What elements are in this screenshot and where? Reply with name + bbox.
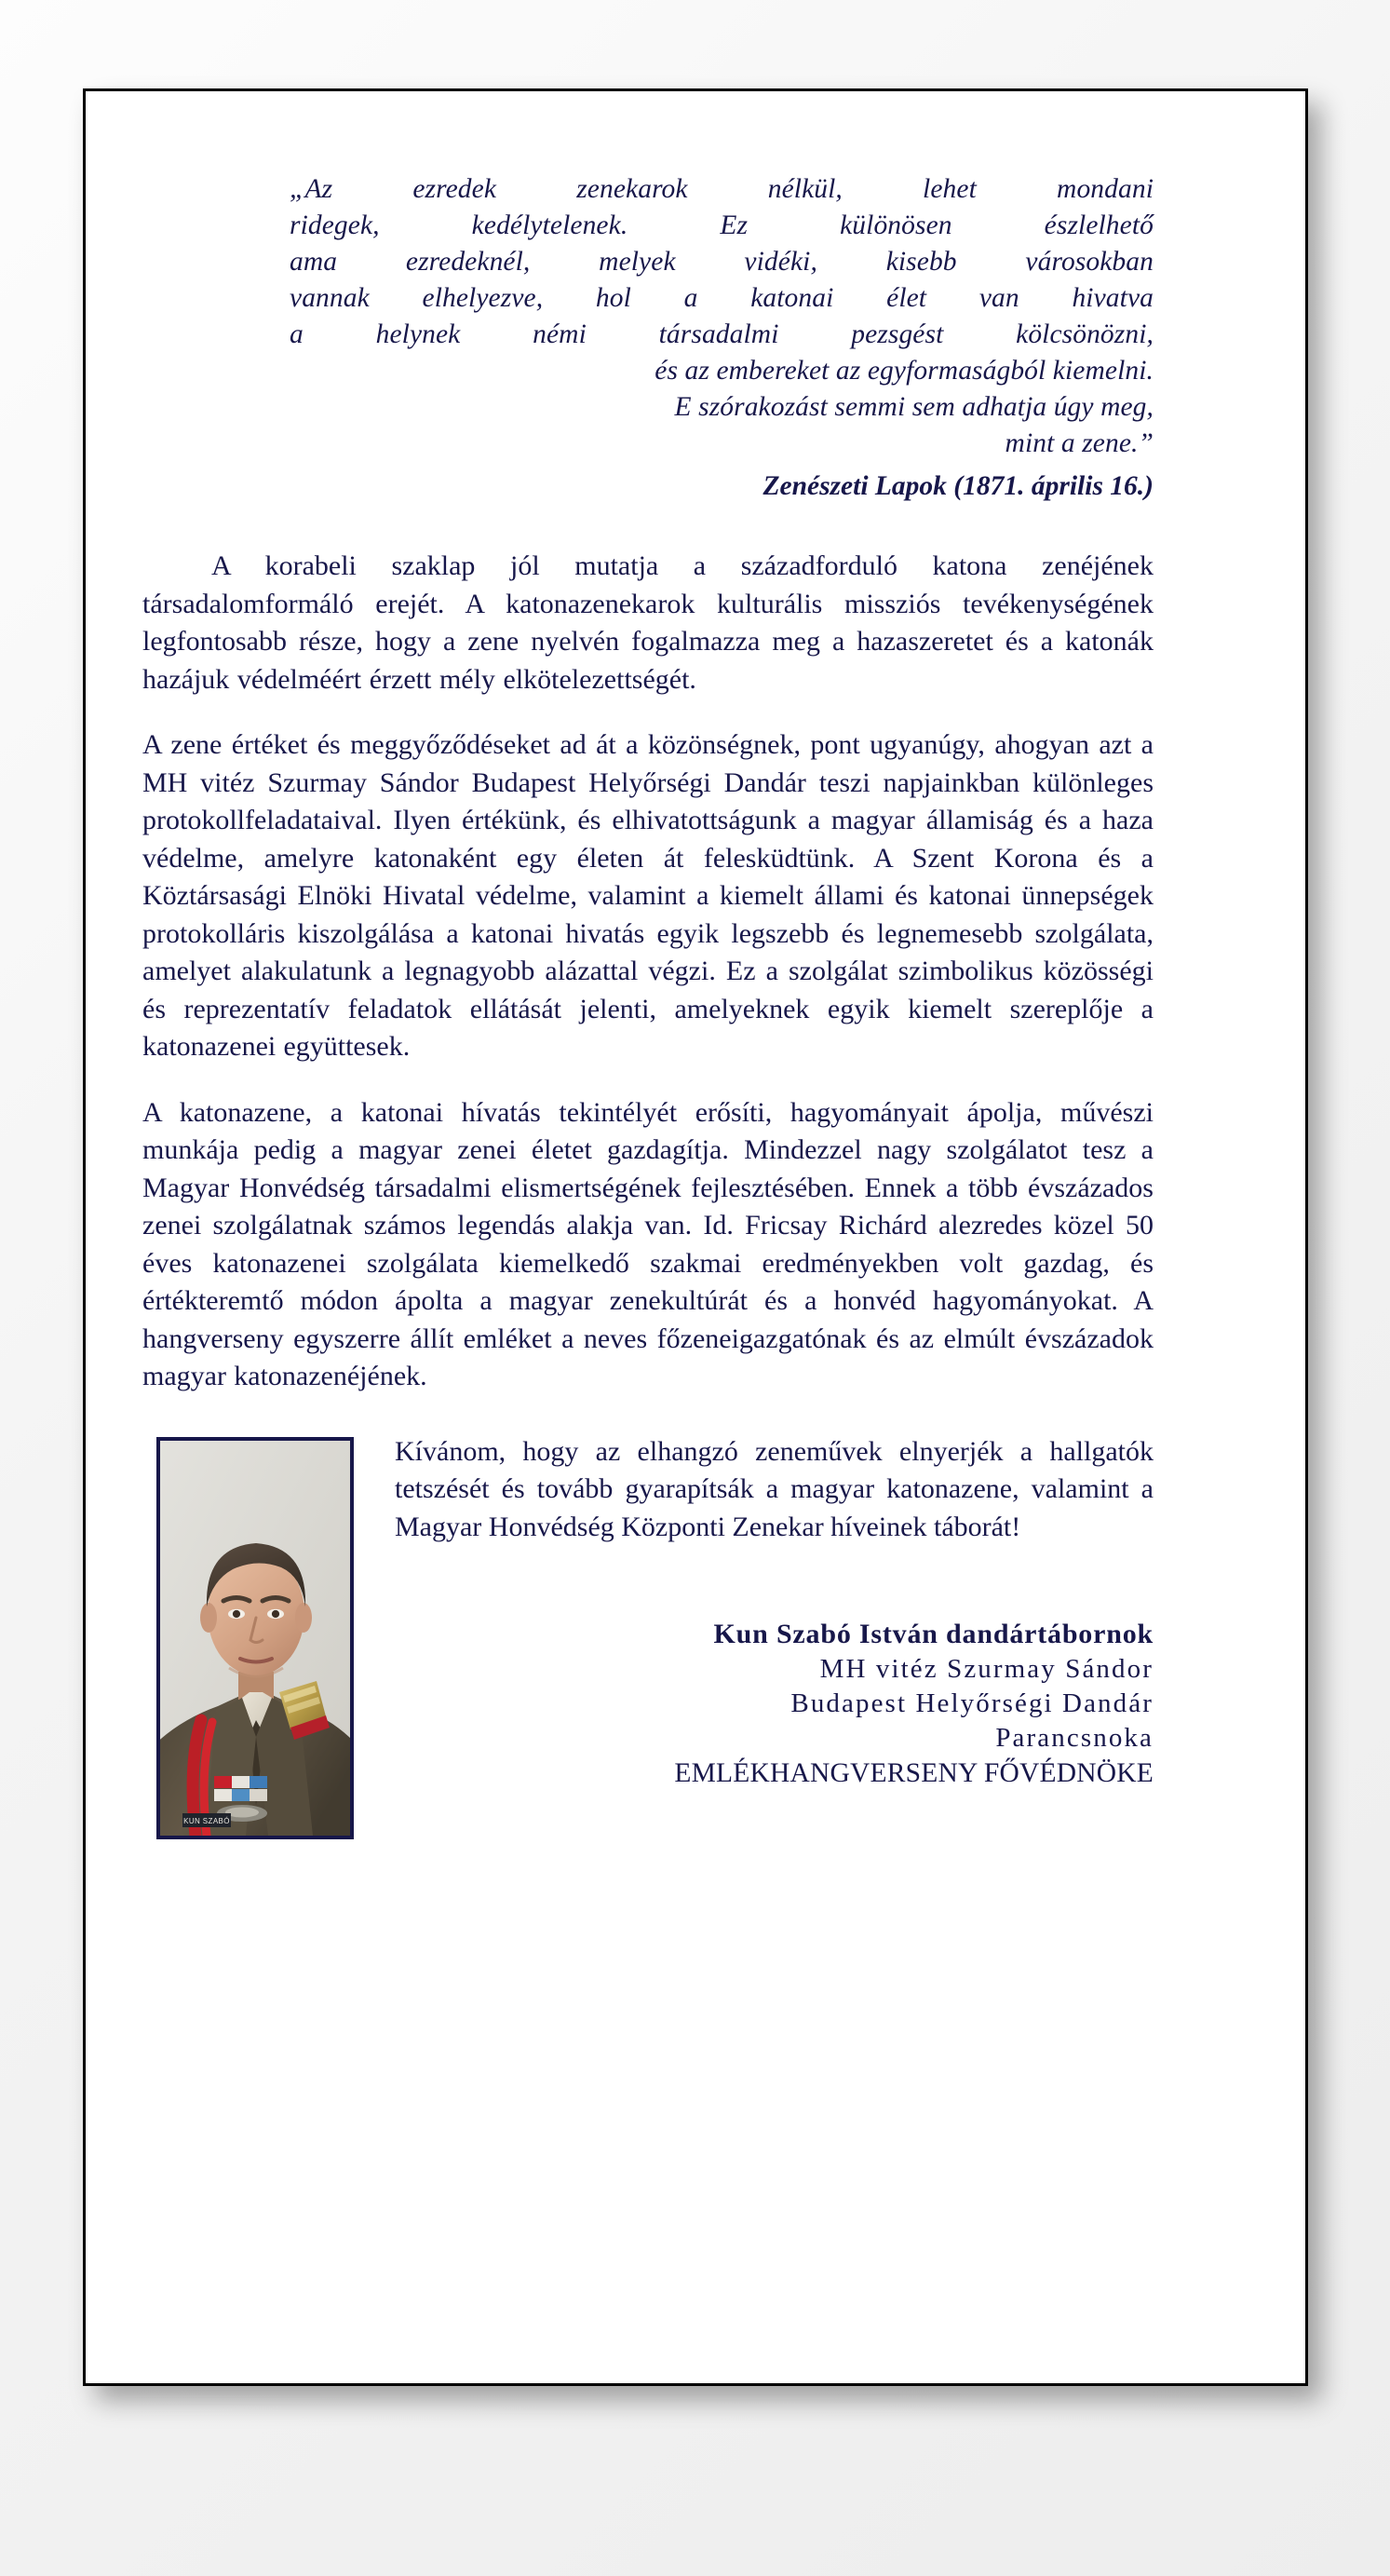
paragraph-intro: A korabeli szaklap jól mutatja a századforduló katona zenéjének társadalomformáló erejét. A katonazenekarok kulturális missziós tevékenységének legfontosabb része, hogy a zene nyelvén fogalmazza meg a hazaszeretet és a katonák hazájuk védelméért érzett mély elkötelezettségét.: [142, 550, 1154, 695]
quote-line: ama ezredeknél, melyek vidéki, kisebb városokban: [290, 247, 1154, 277]
quote-line: E szórakozást semmi sem adhatja úgy meg,: [674, 392, 1154, 422]
closing-section: [142, 1433, 1154, 1834]
signatory-unit-line: MH vitéz Szurmay Sándor: [819, 1654, 1154, 1684]
paragraph-closing: Kívánom, hogy az elhangzó zeneművek elnyerjék a hallgatók tetszését és tovább gyarapítsák a magyar katonazene, valamint a Magyar Honvédség Központi Zenekar híveinek táborát!: [395, 1435, 1154, 1542]
portrait-nameplate: [182, 1813, 231, 1827]
paragraph-tradition: A katonazene, a katonai hívatás tekintélyét erősíti, hagyományait ápolja, művészi munkája pedig a magyar zenei életet gazdagítja. Mindezzel nagy szolgálatot tesz a Magyar Honvédség társadalmi elismertségének fejlesztésében. Ennek a több évszázados zenei szolgálatnak számos legendás alakja van. Id. Fricsay Richárd alezredes közel 50 éves katonazenei szolgálata kiemelkedő szakmai eredményekben volt gazdag, és értékteremtő módon ápolta a magyar zenekultúrát és a honvéd hagyományokat. A hangverseny egyszerre állít emléket a neves főzeneigazgatónak és az elmúlt évszázadok magyar katonazenéjének.: [142, 1096, 1154, 1391]
epigraph-quote: [290, 171, 1154, 462]
signatory-name: Kun Szabó István dandártábornok: [713, 1619, 1154, 1649]
quote-line: mint a zene.”: [1005, 428, 1154, 458]
signature-block: [378, 1617, 1154, 1791]
portrait-photo: [156, 1437, 354, 1839]
signatory-position: Parancsnoka: [995, 1723, 1154, 1753]
quote-line: ridegek, kedélytelenek. Ez különösen észlelhető: [290, 210, 1154, 240]
quote-attribution: Zenészeti Lapok (1871. április 16.): [762, 471, 1154, 501]
quote-line: és az embereket az egyformaságból kiemelni.: [655, 356, 1154, 386]
signatory-role: EMLÉKHANGVERSENY FŐVÉDNÖKE: [674, 1758, 1154, 1788]
page-content: [142, 171, 1154, 1845]
svg-text:KUN SZABÓ: KUN SZABÓ: [183, 1816, 230, 1825]
quote-line: a helynek némi társadalmi pezsgést kölcsönözni,: [290, 319, 1154, 349]
portrait-illustration: [160, 1441, 350, 1836]
printed-page: [83, 88, 1308, 2386]
signatory-unit-line: Budapest Helyőrségi Dandár: [790, 1688, 1154, 1718]
paragraph-values: A zene értéket és meggyőződéseket ad át a közönségnek, pont ugyanúgy, ahogyan azt a MH vitéz Szurmay Sándor Budapest Helyőrségi Dandár teszi napjainkban különleges protokollfeladataival. Ilyen értékünk, és elhivatottságunk a magyar államiság és a haza védelme, amelyre katonaként egy életen át felesküdtünk. A Szent Korona és a Köztársasági Elnöki Hivatal védelme, valamint a kiemelt állami és katonai ünnepségek protokolláris kiszolgálása a katonai hivatás egyik legszebb és legnemesebb szolgálata, amelyet alakulatunk a legnagyobb alázattal végzi. Ez a szolgálat szimbolikus közösségi és reprezentatív feladatok ellátását jelenti, amelyeknek egyik kiemelt szereplője a katonazenei együttesek.: [142, 729, 1154, 1062]
quote-line: vannak elhelyezve, hol a katonai élet van hivatva: [290, 283, 1154, 313]
quote-line: „Az ezredek zenekarok nélkül, lehet mondani: [290, 174, 1154, 204]
